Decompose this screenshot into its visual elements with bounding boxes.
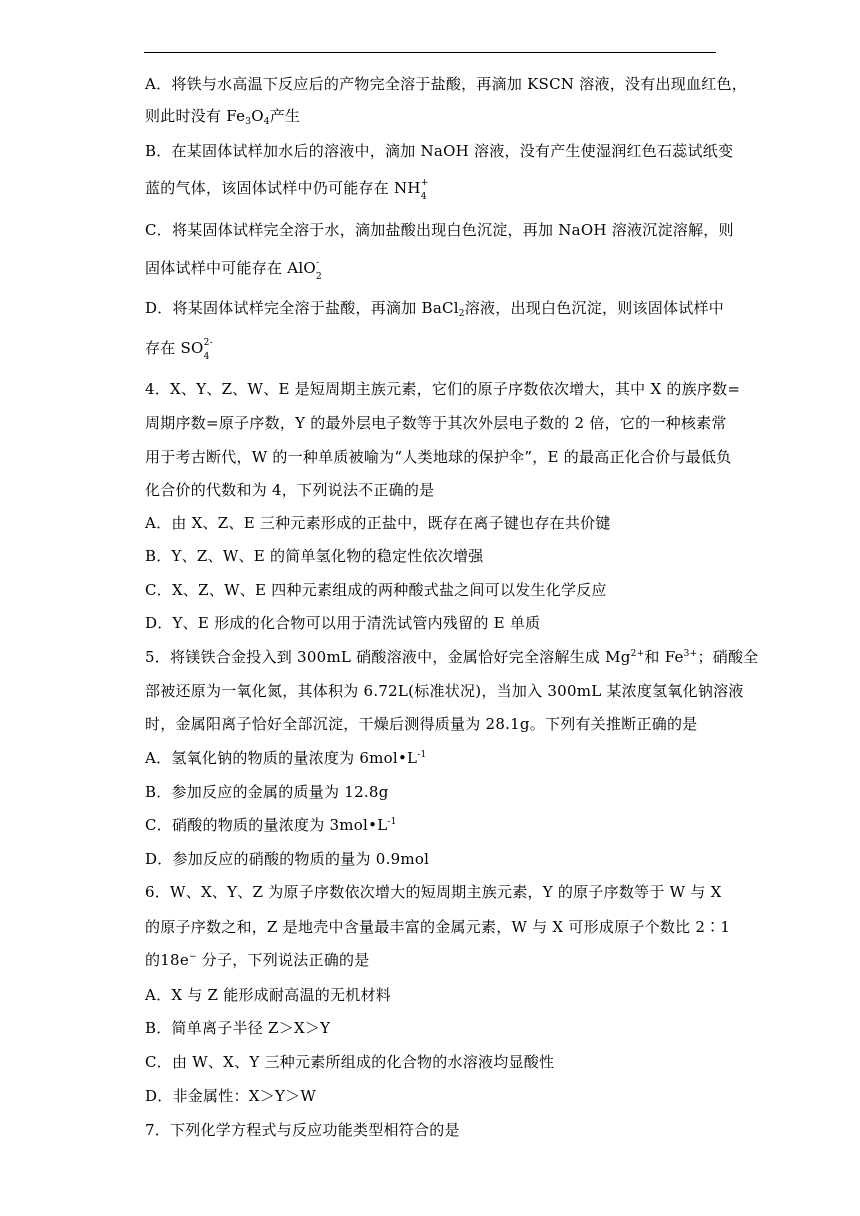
q5-option-c: C．硝酸的物质的量浓度为 $3mol•L^{-1}$ [145,816,397,834]
q3-option-d-line1: D．将某固体试样完全溶于盐酸，再滴加 BaCl$_2$溶液，出现白色沉淀，则该固体试样中 [145,299,725,319]
q5-stem-line1: 5．将镁铁合金投入到 300mL 硝酸溶液中，金属恰好完全溶解生成 $Mg^{2+}$和 $Fe^{3+}$；硝酸全 [145,648,759,666]
q5-option-a: A．氢氧化钠的物质的量浓度为 $6mol•L^{-1}$ [145,749,427,767]
q6-option-b: B．简单离子半径 Z＞X＞Y [145,1019,331,1037]
q5-stem-line3: 时，金属阳离子恰好全部沉淀，干燥后测得质量为 28.1g。下列有关推断正确的是 [145,715,698,733]
q4-stem-line1: 4．X、Y、Z、W、E 是短周期主族元素，它们的原子序数依次增大，其中 X 的族序数= [145,380,741,398]
q6-stem-line3: 的18e− 分子，下列说法正确的是 [145,951,370,969]
q3-option-a-line2: 则此时没有 $Fe_3O_4$产生 [145,107,301,127]
q6-option-a: A．X 与 Z 能形成耐高温的无机材料 [145,986,391,1004]
q6-option-d: D．非金属性：X＞Y＞W [145,1087,317,1105]
q3-option-a-line1: A．将铁与水高温下反应后的产物完全溶于盐酸，再滴加 KSCN 溶液，没有出现血红色， [145,75,747,93]
q4-option-a: A．由 X、Z、E 三种元素形成的正盐中，既存在离子键也存在共价键 [145,514,611,532]
q3-option-c-line1: C．将某固体试样完全溶于水，滴加盐酸出现白色沉淀，再加 NaOH 溶液沉淀溶解，则 [145,221,734,239]
q7-stem: 7．下列化学方程式与反应功能类型相符合的是 [145,1121,460,1139]
q4-option-b: B．Y、Z、W、E 的简单氢化物的稳定性依次增强 [145,547,484,565]
q3-option-b-line2: 蓝的气体，该固体试样中仍可能存在 NH + 4 [145,178,429,202]
q4-stem-line4: 化合价的代数和为 4，下列说法不正确的是 [145,481,435,499]
q3-option-c-line2: 固体试样中可能存在 AlO - 2 [145,258,322,282]
q4-stem-line2: 周期序数=原子序数，Y 的最外层电子数等于其次外层电子数的 2 倍，它的一种核素常 [145,414,727,432]
q5-option-d: D．参加反应的硝酸的物质的量为 0.9mol [145,850,430,868]
q4-option-d: D．Y、E 形成的化合物可以用于清洗试管内残留的 E 单质 [145,614,541,632]
q3-option-b-line1: B．在某固体试样加水后的溶液中，滴加 NaOH 溶液，没有产生使湿润红色石蕊试纸变 [145,142,734,160]
q5-option-b: B．参加反应的金属的质量为 12.8g [145,783,389,801]
q6-option-c: C．由 W、X、Y 三种元素所组成的化合物的水溶液均显酸性 [145,1053,555,1071]
q4-option-c: C．X、Z、W、E 四种元素组成的两种酸式盐之间可以发生化学反应 [145,581,607,599]
q5-stem-line2: 部被还原为一氧化氮，其体积为 6.72L(标准状况)，当加入 300mL 某浓度氢氧化钠溶液 [145,682,744,700]
q4-stem-line3: 用于考古断代，W 的一种单质被喻为“人类地球的保护伞”，E 的最高正化合价与最低负 [145,448,732,466]
q6-stem-line2: 的原子序数之和，Z 是地壳中含量最丰富的金属元素，W 与 X 可形成原子个数比 2∶1 [145,918,731,936]
q6-stem-line1: 6．W、X、Y、Z 为原子序数依次增大的短周期主族元素，Y 的原子序数等于 W 与 X [145,883,722,901]
q3-option-d-line2: 存在 SO 2- 4 [145,338,213,362]
header-rule [144,52,716,53]
